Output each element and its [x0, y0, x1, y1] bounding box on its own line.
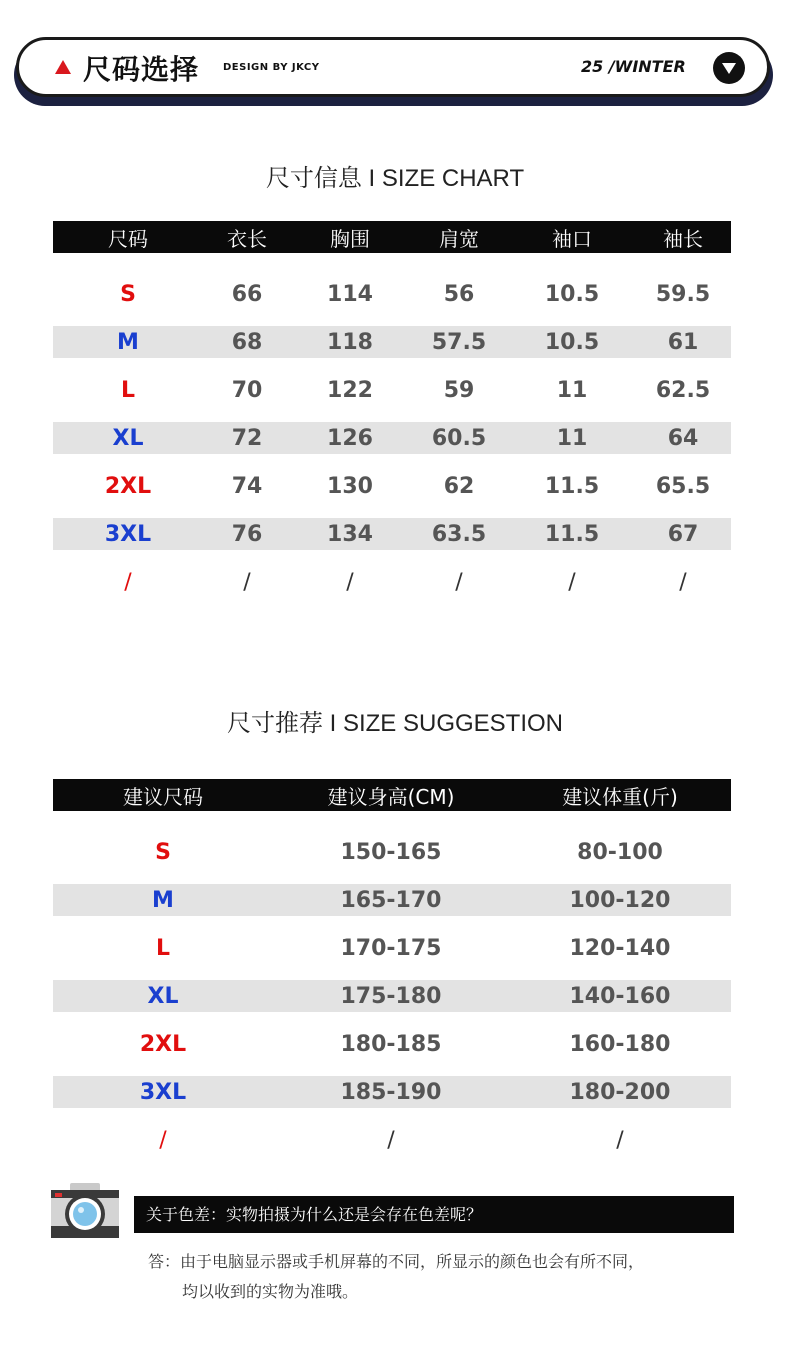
- table-cell: 134: [327, 521, 373, 547]
- size-label: /: [159, 1127, 167, 1153]
- table-row: [53, 836, 731, 868]
- column-header: 尺码: [108, 226, 148, 251]
- size-label: M: [152, 887, 174, 913]
- table-cell: 114: [327, 281, 373, 307]
- table-cell: 11: [556, 377, 588, 403]
- table-row: [53, 1076, 731, 1108]
- table-cell: 60.5: [431, 425, 487, 451]
- header-title: 尺码选择: [83, 53, 200, 86]
- table-cell: 62.5: [655, 377, 711, 403]
- color-note-question: 关于色差：实物拍摄为什么还是会存在色差呢？: [134, 1196, 734, 1233]
- size-suggestion-table: [53, 779, 731, 1156]
- table-cell: 59: [443, 377, 475, 403]
- table-cell: 67: [667, 521, 699, 547]
- table-row: [53, 1028, 731, 1060]
- size-label: S: [155, 839, 171, 865]
- table-cell: 80-100: [577, 839, 663, 865]
- column-header: 建议身高(CM): [327, 784, 455, 809]
- table-header: [53, 221, 731, 253]
- table-cell: 10.5: [544, 281, 600, 307]
- header-design-label: DESIGN BY JKCY: [223, 62, 320, 73]
- table-cell: 56: [443, 281, 475, 307]
- table-row: [53, 518, 731, 550]
- table-row: [53, 1124, 731, 1156]
- size-label: 3XL: [139, 1079, 187, 1105]
- table-row: [53, 326, 731, 358]
- table-cell: 76: [231, 521, 263, 547]
- size-label: 2XL: [139, 1031, 187, 1057]
- table-cell: 100-120: [569, 887, 671, 913]
- table-cell: 160-180: [569, 1031, 671, 1057]
- size-chart-title: 尺寸信息 I SIZE CHART: [265, 165, 525, 192]
- table-row: [53, 980, 731, 1012]
- table-cell: /: [616, 1127, 624, 1153]
- table-cell: 10.5: [544, 329, 600, 355]
- table-cell: 185-190: [340, 1079, 442, 1105]
- camera-icon: [50, 1181, 120, 1239]
- table-cell: 170-175: [340, 935, 442, 961]
- table-cell: /: [346, 569, 354, 595]
- table-row: [53, 278, 731, 310]
- table-cell: 72: [231, 425, 263, 451]
- table-cell: 126: [327, 425, 373, 451]
- table-cell: 122: [327, 377, 373, 403]
- table-cell: 11.5: [544, 473, 600, 499]
- table-cell: 57.5: [431, 329, 487, 355]
- table-header: [53, 779, 731, 811]
- table-cell: 165-170: [340, 887, 442, 913]
- color-note-answer-line1: 答：由于电脑显示器或手机屏幕的不同，所显示的颜色也会有所不同，: [148, 1252, 645, 1271]
- table-cell: 130: [327, 473, 373, 499]
- column-header: 胸围: [330, 226, 370, 251]
- size-suggestion-title: 尺寸推荐 I SIZE SUGGESTION: [226, 710, 564, 737]
- table-cell: 118: [327, 329, 373, 355]
- table-cell: 74: [231, 473, 263, 499]
- chevron-down-icon[interactable]: [713, 52, 745, 84]
- table-cell: 11: [556, 425, 588, 451]
- size-label: XL: [147, 983, 179, 1009]
- table-cell: 66: [231, 281, 263, 307]
- table-cell: /: [568, 569, 576, 595]
- header-season: 25 /WINTER: [581, 57, 686, 76]
- table-cell: /: [243, 569, 251, 595]
- table-cell: 59.5: [655, 281, 711, 307]
- table-cell: /: [455, 569, 463, 595]
- table-cell: 180-200: [569, 1079, 671, 1105]
- table-cell: 61: [667, 329, 699, 355]
- table-row: [53, 566, 731, 598]
- column-header: 肩宽: [439, 226, 479, 251]
- table-row: [53, 470, 731, 502]
- triangle-icon: [55, 60, 71, 74]
- size-label: L: [155, 935, 171, 961]
- color-note-answer-line2: 均以收到的实物为准哦。: [182, 1282, 359, 1301]
- size-label: 2XL: [104, 473, 152, 499]
- table-cell: 62: [443, 473, 475, 499]
- column-header: 袖长: [663, 226, 703, 251]
- table-cell: 65.5: [655, 473, 711, 499]
- size-label: M: [117, 329, 139, 355]
- table-cell: 140-160: [569, 983, 671, 1009]
- table-cell: 150-165: [340, 839, 442, 865]
- table-cell: 70: [231, 377, 263, 403]
- table-cell: 180-185: [340, 1031, 442, 1057]
- column-header: 建议体重(斤): [562, 784, 678, 809]
- table-row: [53, 422, 731, 454]
- color-note-answer: [148, 1247, 644, 1307]
- table-cell: 64: [667, 425, 699, 451]
- table-cell: 175-180: [340, 983, 442, 1009]
- table-row: [53, 884, 731, 916]
- table-row: [53, 932, 731, 964]
- table-cell: 120-140: [569, 935, 671, 961]
- size-label: L: [120, 377, 136, 403]
- header-bar: [16, 37, 770, 97]
- size-label: S: [120, 281, 136, 307]
- column-header: 袖口: [552, 226, 592, 251]
- table-cell: /: [679, 569, 687, 595]
- size-chart-table: [53, 221, 731, 598]
- size-label: 3XL: [104, 521, 152, 547]
- size-label: XL: [112, 425, 144, 451]
- column-header: 建议尺码: [123, 784, 203, 809]
- column-header: 衣长: [227, 226, 267, 251]
- size-label: /: [124, 569, 132, 595]
- table-cell: 68: [231, 329, 263, 355]
- table-cell: 11.5: [544, 521, 600, 547]
- table-cell: /: [387, 1127, 395, 1153]
- table-row: [53, 374, 731, 406]
- table-cell: 63.5: [431, 521, 487, 547]
